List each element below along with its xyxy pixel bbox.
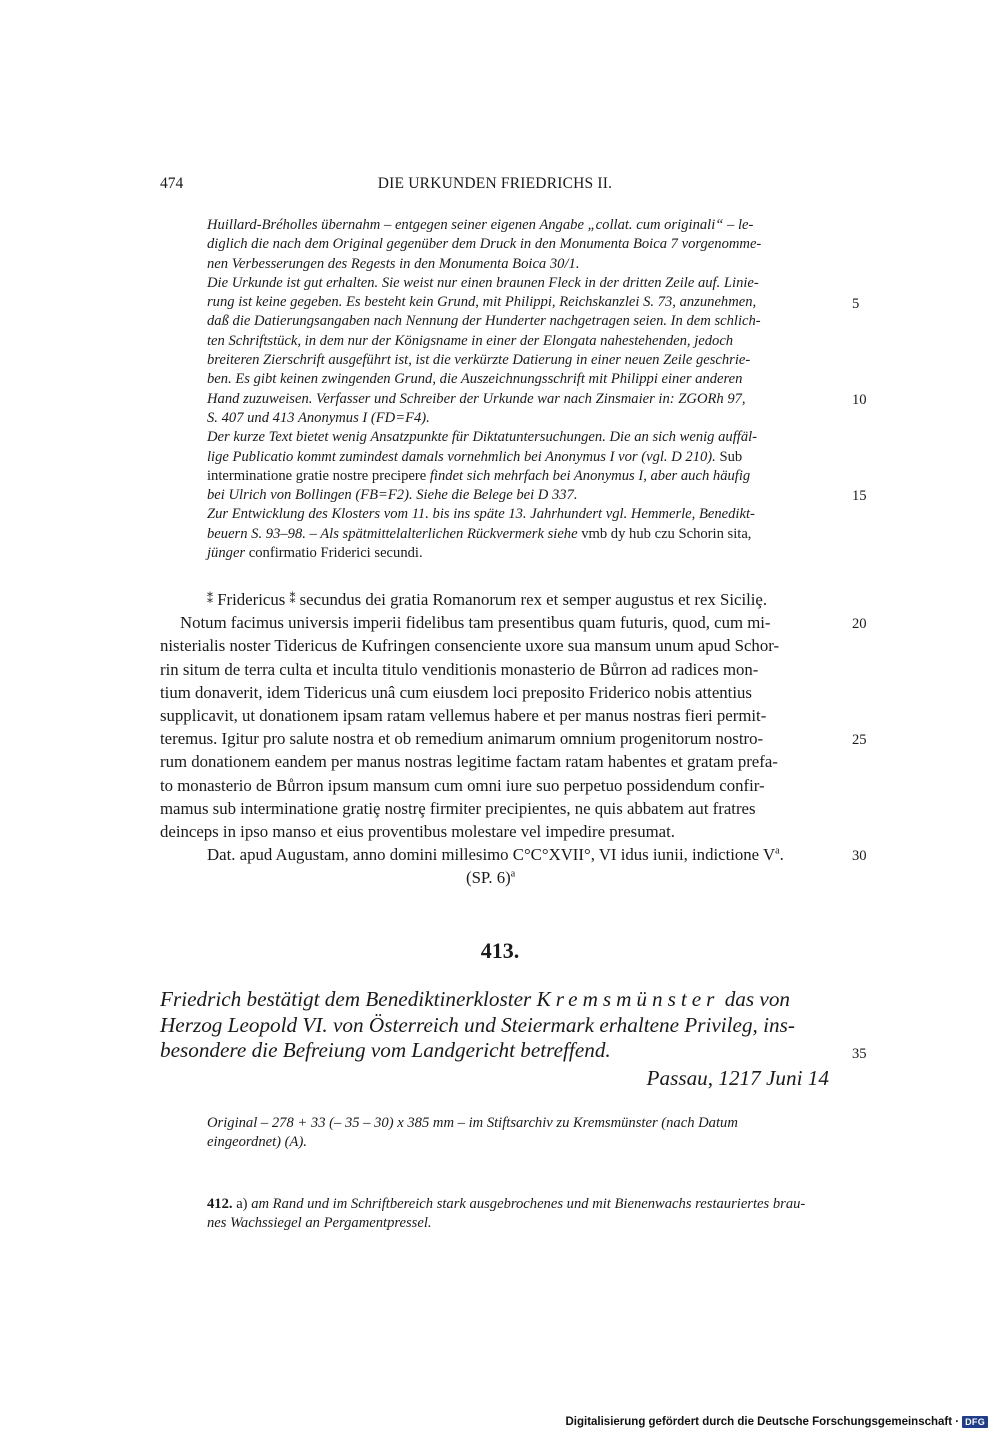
note-line (207, 544, 829, 563)
charter-line: tium donaverit, idem Tidericus unâ cum eiusdem loci preposito Friderico nobis attentius (160, 682, 752, 702)
charter-line: Notum facimus universis imperii fidelibus tam presentibus quam futuris, quod, cum mi- (180, 613, 771, 633)
original-line: Original – 278 + 33 (– 35 – 30) x 385 mm – im Stiftsarchiv zu Kremsmünster (nach Datum (207, 1115, 738, 1131)
ornament-icon: ⁑ (207, 592, 213, 606)
note-upright-text: interminatione gratie nostre precipere (207, 467, 427, 484)
note-line: S. 407 und 413 Anonymus I (FD=F4). (207, 409, 430, 426)
footnote-number: 412. (207, 1196, 233, 1212)
footnote (207, 1195, 829, 1234)
charter-line: nisterialis noster Tidericus de Kufringen consenciente uxore sua mansum unum apud Schor- (160, 636, 780, 656)
regest-text: Friedrich bestätigt dem Benediktinerkloster (160, 987, 537, 1011)
line-number: 35 (852, 1046, 867, 1062)
funding-footer (565, 1416, 988, 1428)
charter-line: supplicavit, ut donationem ipsam ratam vellemus habere et per manus nostras fieri permit- (160, 706, 767, 726)
footnote-marker: a (510, 868, 516, 880)
page-header (160, 175, 830, 197)
note-line: breiteren Zierschrift ausgeführt ist, ist die verkürzte Datierung in einer neuen Zeile geschrie- (207, 352, 751, 369)
commentary-block (207, 216, 829, 563)
dating-line: Dat. apud Augustam, anno domini millesimo C°C°XVII°, VI idus iunii, indictione $V^a$. (207, 845, 784, 865)
line-number: 25 (852, 732, 867, 748)
charter-line: mamus sub interminatione gratiȩ nostrȩ firmiter precipientes, ne quis abbatem aut fratres (160, 798, 756, 818)
line-number: 20 (852, 616, 867, 632)
seal-text: (SP. 6) (466, 868, 511, 888)
line-number: 10 (852, 392, 867, 408)
charter-line: rum donationem eandem per manus nostras legitime factam ratam habentes et gratam prefa- (160, 752, 778, 772)
footnote-line (207, 1195, 829, 1214)
funding-text: Digitalisierung gefördert durch die Deutsche Forschungsgemeinschaft · (565, 1416, 960, 1428)
line-number: 30 (852, 848, 867, 864)
dating-text: Dat. apud Augustam, anno domini millesimo C°C°XVII°, VI idus iunii, indictione V (207, 845, 776, 865)
note-upright-text: Sub (719, 448, 743, 465)
note-line: Die Urkunde ist gut erhalten. Sie weist nur einen braunen Fleck in der dritten Zeile auf. Linie- (207, 274, 759, 291)
note-line: Huillard-Bréholles übernahm – entgegen seiner eigenen Angabe „collat. cum originali“ – le- (207, 217, 754, 233)
note-text: jünger (207, 545, 246, 562)
note-line: daß die Datierungsangaben nach Nennung der Hunderter nachgetragen seien. In dem schlich- (207, 313, 761, 330)
note-line: diglich die nach dem Original gegenüber dem Druck in den Monumenta Boica 7 vorgenomme- (207, 236, 762, 253)
original-line: eingeordnet) (A). (207, 1134, 307, 1151)
note-line: bei Ulrich von Bollingen (FB=F2). Siehe die Belege bei D 337. (207, 487, 578, 504)
regest-line: besondere die Befreiung vom Landgericht betreffend. (160, 1038, 611, 1062)
regest-text: das von (719, 987, 791, 1011)
note-line: Zur Entwicklung des Klosters vom 11. bis ins späte 13. Jahrhundert vgl. Hemmerle, Benedikt- (207, 506, 755, 523)
regest-line (160, 987, 829, 1013)
footnote-letter: a) (236, 1196, 248, 1212)
charter-line: to monasterio de Bůrron ipsum mansum cum omni iure suo perpetuo possidendum confir- (160, 775, 765, 795)
note-upright-text: confirmatio Friderici secundi. (245, 545, 423, 562)
place-date: Passau, 1217 Juni 14 (646, 1066, 829, 1090)
original-description (207, 1114, 829, 1153)
note-line (207, 525, 829, 544)
footnote-text: am Rand und im Schriftbereich stark ausgebrochenes und mit Bienenwachs restauriertes brau- (247, 1196, 806, 1212)
line-number: 15 (852, 488, 867, 504)
note-line (207, 467, 829, 486)
charter-line: teremus. Igitur pro salute nostra et ob remedium animarum omnium progenitorum nostro- (160, 729, 764, 749)
note-line (207, 448, 829, 467)
charter-line: rin situm de terra culta et inculta titulo venditionis monasterio de Bůrron ad radices mon- (160, 659, 759, 679)
note-text: lige Publicatio kommt zumindest damals vornehmlich bei Anonymus I vor (vgl. D 210). (207, 448, 716, 465)
footnote-line: nes Wachssiegel an Pergamentpressel. (207, 1215, 432, 1232)
note-line: Hand zuzuweisen. Verfasser und Schreiber der Urkunde war nach Zinsmaier in: ZGORh 97, (207, 390, 746, 407)
charter-line: deinceps in ipso manso et eius proventibus molestare vel impedire presumat. (160, 822, 675, 842)
ornament-icon: ⁑ (289, 592, 296, 606)
note-line: Der kurze Text bietet wenig Ansatzpunkte für Diktatuntersuchungen. Die an sich wenig auffäl- (207, 429, 758, 446)
monastery-name: Kremsmünster (536, 987, 720, 1011)
note-line: ben. Es gibt keinen zwingenden Grund, die Auszeichnungsschrift mit Philippi einer anderen (207, 371, 743, 388)
dfg-logo: DFG (962, 1416, 988, 1428)
running-title: DIE URKUNDEN FRIEDRICHS II. (377, 175, 613, 192)
note-text: findet sich mehrfach bei Anonymus I, aber auch häufig (426, 467, 751, 484)
note-upright-text: vmb dy hub czu Schorin sita, (581, 525, 752, 542)
charter-text (160, 588, 829, 890)
regest-line: Herzog Leopold VI. von Österreich und Steiermark erhaltene Privileg, ins- (160, 1012, 795, 1037)
seal-line (160, 866, 829, 889)
line-number: 5 (852, 296, 860, 312)
regest (160, 987, 829, 1064)
footnote-marker: a (775, 845, 780, 857)
document-number: 413. (480, 938, 520, 963)
intitulatio-line (160, 588, 829, 611)
note-line: ten Schriftstück, in dem nur der Königsname in einer der Elongata nahestehenden, jedoch (207, 332, 734, 349)
note-text: beuern S. 93–98. – Als spätmittelalterlichen Rückvermerk siehe (207, 525, 582, 542)
page-number: 474 (160, 175, 184, 192)
note-line: rung ist keine gegeben. Es besteht kein Grund, mit Philippi, Reichskanzlei S. 73, anzunehmen, (207, 294, 757, 311)
intitulatio-text: secundus dei gratia Romanorum rex et semper augustus et rex Siciliȩ. (299, 590, 768, 609)
note-line: nen Verbesserungen des Regests in den Monumenta Boica 30/1. (207, 255, 580, 272)
ruler-name: Fridericus (217, 590, 286, 609)
